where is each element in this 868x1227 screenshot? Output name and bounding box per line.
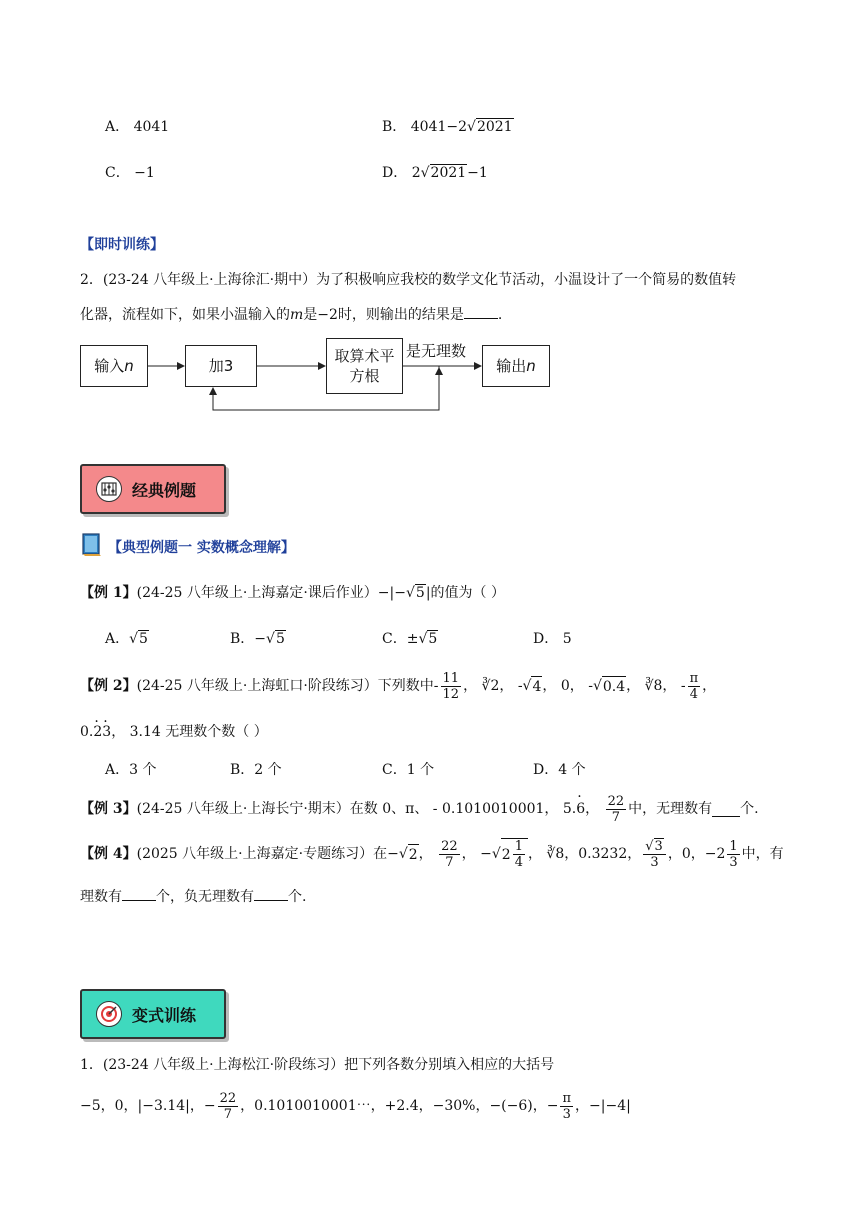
ex2-stem: 【例 2】 (24-25 八年级上·上海虹口·阶段练习）下列数中- $\frac{11}{12}$ ， ∛2， - √ 4 ， 0， - √ 0.4 ， ∛8， - $\frac{\pi}{4}$ ， bbox=[80, 670, 717, 702]
section-variant-banner bbox=[80, 989, 226, 1039]
target-icon bbox=[96, 1001, 122, 1027]
section-classic-banner bbox=[80, 464, 226, 514]
flow-arrows bbox=[0, 0, 868, 430]
flow-output-box: 输出 n bbox=[482, 345, 550, 387]
ex1-option-a: A．√5 bbox=[105, 631, 148, 647]
type1-header: 【典型例题一 实数概念理解】 bbox=[108, 540, 295, 556]
var1-line1: 1．(23-24 八年级上·上海松江·阶段练习）把下列各数分别填入相应的大括号 bbox=[80, 1057, 555, 1073]
flow-input-box: 输入 n bbox=[80, 345, 148, 387]
ex1-stem: 【例 1】(24-25 八年级上·上海嘉定·课后作业）−|−√5|的值为（ ） bbox=[80, 585, 505, 601]
flow-condition-label: 是无理数 bbox=[406, 342, 467, 360]
ex4-blank-1[interactable] bbox=[122, 886, 156, 901]
ex2-line2: 0.· 2· 3， 3.14 无理数个数（ ） bbox=[80, 722, 268, 742]
ex3-stem: 【例 3】 (24-25 八年级上·上海长宁·期末）在数 0、π、 - 0.1010010001， 5. · 6 ， $\frac{22}{7}$ 中，无理数有 个. bbox=[80, 793, 759, 825]
ex2-option-a: A．3 个 bbox=[105, 762, 157, 778]
ex3-answer-blank[interactable] bbox=[712, 802, 740, 817]
q1-option-d: D． 2√2021−1 bbox=[382, 165, 488, 181]
q1-option-c: C． −1 bbox=[105, 165, 155, 181]
flow-add3-box: 加3 bbox=[185, 345, 257, 387]
abacus-icon bbox=[96, 476, 122, 502]
q1-option-a: A． 4041 bbox=[105, 119, 170, 135]
q1-option-b: B． 4041−2√2021 bbox=[382, 119, 513, 135]
ex4-line2: 理数有 个，负无理数有 个. bbox=[80, 886, 306, 907]
flow-sqrt-box: 取算术平 方根 bbox=[326, 338, 403, 394]
var1-numbers: −5，0， |−3.14|， − $\frac{22}{7}$ ，0.1010010001⋯，+2.4，−30%， −(−6)， − $\frac{\pi}{3}$ ，−|−4| bbox=[80, 1090, 631, 1122]
ex2-option-c: C．1 个 bbox=[382, 762, 435, 778]
ex4-stem: 【例 4】 (2025 八年级上·上海嘉定·专题练习）在 − √ 2 ， $\frac{22}{7}$ ， − √ 2 $\frac{1}{4}$ ， ∛8，0.3232， $\frac{√3}{3}$ ，0， −2 $\frac{1}{3}$ 中，有 bbox=[80, 838, 784, 870]
arrow-loop-back bbox=[213, 366, 439, 410]
book-icon bbox=[80, 531, 104, 557]
ex2-option-d: D．4 个 bbox=[533, 762, 586, 778]
ex4-blank-2[interactable] bbox=[254, 886, 288, 901]
q2-line2: 化器，流程如下，如果小温输入的m是−2时，则输出的结果是 . bbox=[80, 304, 502, 325]
practice-header: 【即时训练】 bbox=[80, 237, 164, 253]
ex2-option-b: B．2 个 bbox=[230, 762, 282, 778]
q2-line1: 2．(23-24 八年级上·上海徐汇·期中）为了积极响应我校的数学文化节活动，小温设计了一个简易的数值转 bbox=[80, 272, 737, 288]
ex1-option-c: C．±√5 bbox=[382, 631, 438, 647]
section-classic-title: 经典例题 bbox=[132, 480, 197, 500]
ex1-option-b: B．−√5 bbox=[230, 631, 285, 647]
ex1-option-d: D． 5 bbox=[533, 631, 572, 647]
section-variant-title: 变式训练 bbox=[132, 1005, 197, 1025]
